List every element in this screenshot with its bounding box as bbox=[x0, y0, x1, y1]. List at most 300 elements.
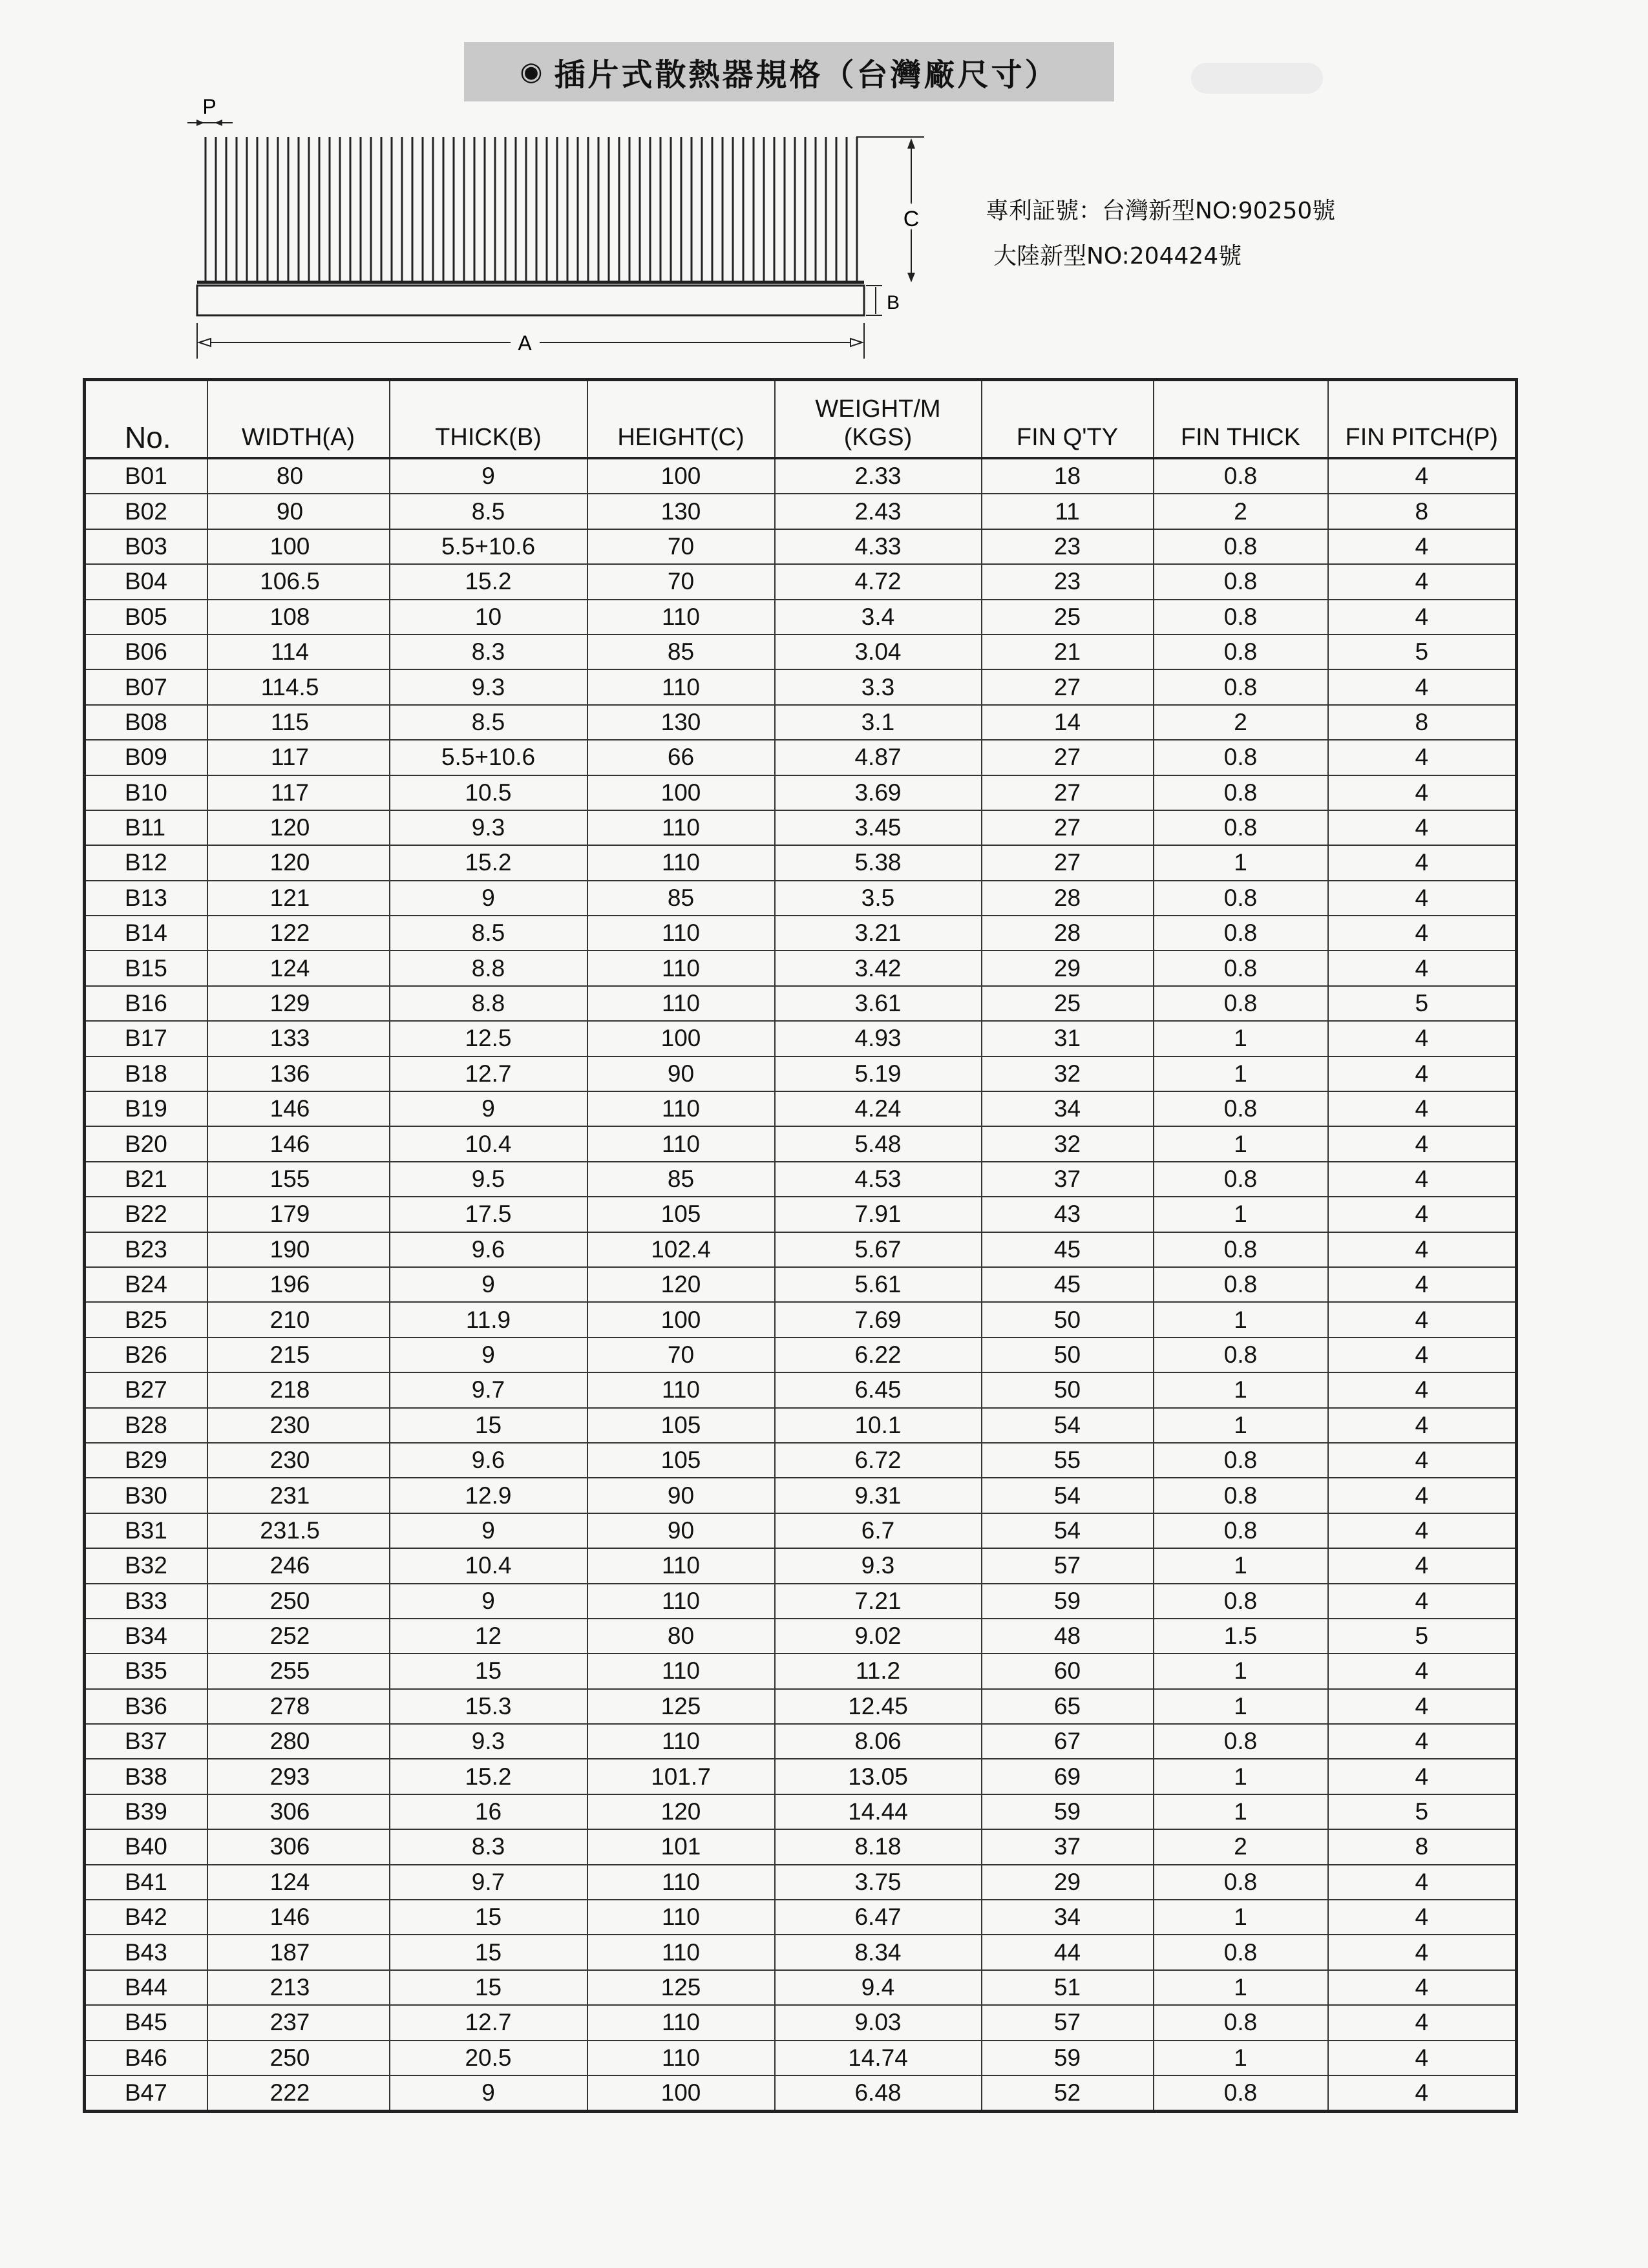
cell-fin-thick: 0.8 bbox=[1154, 1865, 1328, 1900]
cell-fin-qty: 28 bbox=[982, 916, 1154, 950]
cell-no: B27 bbox=[85, 1372, 207, 1407]
cell-fin-thick: 0.8 bbox=[1154, 810, 1328, 845]
table-row bbox=[85, 916, 1517, 950]
cell-fin-qty: 54 bbox=[982, 1408, 1154, 1443]
cell-weight: 13.05 bbox=[775, 1759, 982, 1794]
cell-no: B31 bbox=[85, 1513, 207, 1548]
cell-fin-qty: 59 bbox=[982, 2041, 1154, 2075]
table-row bbox=[85, 986, 1517, 1021]
cell-thick: 15 bbox=[390, 1900, 587, 1935]
a-label: A bbox=[518, 331, 532, 355]
cell-fin-thick: 1 bbox=[1154, 1970, 1328, 2005]
cell-fin-qty: 54 bbox=[982, 1478, 1154, 1513]
cell-weight: 3.61 bbox=[775, 986, 982, 1021]
cell-height: 70 bbox=[587, 1338, 775, 1372]
table-row bbox=[85, 1689, 1517, 1724]
cell-fin-pitch: 4 bbox=[1328, 775, 1517, 810]
cell-height: 130 bbox=[587, 705, 775, 740]
cell-thick: 9 bbox=[390, 1091, 587, 1126]
col-header-weight-line2: (KGS) bbox=[843, 424, 913, 451]
cell-height: 100 bbox=[587, 458, 775, 494]
cell-no: B32 bbox=[85, 1548, 207, 1583]
cell-fin-thick: 1 bbox=[1154, 1021, 1328, 1056]
heatsink-base bbox=[197, 286, 864, 315]
cell-height: 110 bbox=[587, 1091, 775, 1126]
cell-fin-pitch: 5 bbox=[1328, 986, 1517, 1021]
cell-weight: 6.72 bbox=[775, 1443, 982, 1478]
cell-fin-qty: 21 bbox=[982, 635, 1154, 669]
cell-fin-thick: 1 bbox=[1154, 2041, 1328, 2075]
cell-weight: 4.93 bbox=[775, 1021, 982, 1056]
cell-weight: 4.24 bbox=[775, 1091, 982, 1126]
cell-width: 106.5 bbox=[207, 564, 390, 599]
a-arrow-right-icon bbox=[850, 339, 862, 346]
cell-no: B42 bbox=[85, 1900, 207, 1935]
cell-fin-pitch: 8 bbox=[1328, 494, 1517, 529]
cell-fin-pitch: 4 bbox=[1328, 1232, 1517, 1267]
col-header-weight-line1: WEIGHT/M bbox=[815, 395, 941, 423]
cell-fin-qty: 27 bbox=[982, 810, 1154, 845]
cell-no: B37 bbox=[85, 1724, 207, 1759]
cell-thick: 15.2 bbox=[390, 845, 587, 880]
table-row bbox=[85, 1091, 1517, 1126]
cell-width: 231.5 bbox=[207, 1513, 390, 1548]
cell-width: 146 bbox=[207, 1900, 390, 1935]
cell-fin-qty: 43 bbox=[982, 1197, 1154, 1232]
cell-height: 120 bbox=[587, 1794, 775, 1829]
cell-fin-pitch: 4 bbox=[1328, 1162, 1517, 1197]
cell-fin-thick: 0.8 bbox=[1154, 529, 1328, 564]
table-row bbox=[85, 1900, 1517, 1935]
cell-fin-pitch: 4 bbox=[1328, 950, 1517, 985]
table-row bbox=[85, 600, 1517, 635]
cell-fin-thick: 0.8 bbox=[1154, 775, 1328, 810]
cell-weight: 9.02 bbox=[775, 1619, 982, 1654]
cell-fin-thick: 0.8 bbox=[1154, 1584, 1328, 1619]
cell-fin-qty: 48 bbox=[982, 1619, 1154, 1654]
cell-no: B36 bbox=[85, 1689, 207, 1724]
cell-fin-pitch: 4 bbox=[1328, 1408, 1517, 1443]
cell-no: B18 bbox=[85, 1056, 207, 1091]
cell-no: B40 bbox=[85, 1829, 207, 1864]
cell-no: B41 bbox=[85, 1865, 207, 1900]
cell-thick: 12.7 bbox=[390, 1056, 587, 1091]
cell-fin-thick: 0.8 bbox=[1154, 635, 1328, 669]
cell-fin-qty: 31 bbox=[982, 1021, 1154, 1056]
cell-thick: 16 bbox=[390, 1794, 587, 1829]
cell-width: 210 bbox=[207, 1302, 390, 1337]
cell-height: 110 bbox=[587, 986, 775, 1021]
cell-weight: 6.45 bbox=[775, 1372, 982, 1407]
table-row bbox=[85, 740, 1517, 775]
cell-fin-pitch: 4 bbox=[1328, 1689, 1517, 1724]
cell-no: B26 bbox=[85, 1338, 207, 1372]
cell-fin-pitch: 4 bbox=[1328, 2005, 1517, 2040]
cell-fin-qty: 37 bbox=[982, 1829, 1154, 1864]
table-row bbox=[85, 1302, 1517, 1337]
cell-weight: 3.3 bbox=[775, 669, 982, 704]
cell-no: B24 bbox=[85, 1267, 207, 1302]
cell-fin-thick: 2 bbox=[1154, 1829, 1328, 1864]
cell-fin-qty: 65 bbox=[982, 1689, 1154, 1724]
col-header-no: No. bbox=[85, 380, 207, 459]
col-header-fin-qty: FIN Q'TY bbox=[982, 380, 1154, 459]
cell-thick: 9.7 bbox=[390, 1372, 587, 1407]
cell-width: 122 bbox=[207, 916, 390, 950]
cell-fin-thick: 0.8 bbox=[1154, 881, 1328, 916]
cell-no: B16 bbox=[85, 986, 207, 1021]
cell-weight: 4.33 bbox=[775, 529, 982, 564]
cell-weight: 3.1 bbox=[775, 705, 982, 740]
cell-width: 237 bbox=[207, 2005, 390, 2040]
p-label: P bbox=[202, 97, 217, 118]
cell-height: 110 bbox=[587, 669, 775, 704]
cell-no: B13 bbox=[85, 881, 207, 916]
cell-thick: 8.3 bbox=[390, 635, 587, 669]
cell-fin-thick: 0.8 bbox=[1154, 1478, 1328, 1513]
cell-height: 130 bbox=[587, 494, 775, 529]
cell-fin-thick: 0.8 bbox=[1154, 1162, 1328, 1197]
cell-fin-thick: 1 bbox=[1154, 1126, 1328, 1161]
cell-no: B43 bbox=[85, 1935, 207, 1969]
cell-fin-pitch: 4 bbox=[1328, 1197, 1517, 1232]
cell-no: B35 bbox=[85, 1654, 207, 1688]
table-row bbox=[85, 1865, 1517, 1900]
cell-height: 70 bbox=[587, 564, 775, 599]
cell-fin-thick: 1 bbox=[1154, 1056, 1328, 1091]
cell-weight: 3.69 bbox=[775, 775, 982, 810]
cell-height: 102.4 bbox=[587, 1232, 775, 1267]
cell-fin-qty: 27 bbox=[982, 669, 1154, 704]
col-header-fin-pitch: FIN PITCH(P) bbox=[1328, 380, 1517, 459]
cell-height: 110 bbox=[587, 600, 775, 635]
cell-fin-pitch: 4 bbox=[1328, 600, 1517, 635]
cell-width: 278 bbox=[207, 1689, 390, 1724]
cell-width: 124 bbox=[207, 950, 390, 985]
table-row bbox=[85, 1338, 1517, 1372]
cell-fin-pitch: 4 bbox=[1328, 529, 1517, 564]
cell-height: 85 bbox=[587, 635, 775, 669]
cell-fin-pitch: 4 bbox=[1328, 916, 1517, 950]
cell-fin-pitch: 4 bbox=[1328, 1865, 1517, 1900]
cell-fin-qty: 23 bbox=[982, 529, 1154, 564]
cell-width: 222 bbox=[207, 2075, 390, 2112]
cell-height: 90 bbox=[587, 1056, 775, 1091]
cell-weight: 10.1 bbox=[775, 1408, 982, 1443]
heatsink-fins bbox=[206, 137, 857, 282]
cell-weight: 8.34 bbox=[775, 1935, 982, 1969]
cell-thick: 12.5 bbox=[390, 1021, 587, 1056]
cell-fin-thick: 0.8 bbox=[1154, 1724, 1328, 1759]
cell-weight: 6.48 bbox=[775, 2075, 982, 2112]
cell-fin-qty: 51 bbox=[982, 1970, 1154, 2005]
cell-height: 110 bbox=[587, 1654, 775, 1688]
cell-width: 218 bbox=[207, 1372, 390, 1407]
cell-weight: 7.21 bbox=[775, 1584, 982, 1619]
cell-no: B09 bbox=[85, 740, 207, 775]
cell-height: 125 bbox=[587, 1970, 775, 2005]
cell-fin-pitch: 4 bbox=[1328, 1443, 1517, 1478]
table-row bbox=[85, 1619, 1517, 1654]
cell-thick: 9.6 bbox=[390, 1232, 587, 1267]
cell-fin-qty: 45 bbox=[982, 1267, 1154, 1302]
cell-no: B28 bbox=[85, 1408, 207, 1443]
heatsink-spec-table bbox=[83, 378, 1518, 2113]
c-arrow-up-icon bbox=[907, 138, 915, 149]
cell-no: B23 bbox=[85, 1232, 207, 1267]
cell-width: 121 bbox=[207, 881, 390, 916]
cell-fin-pitch: 4 bbox=[1328, 2075, 1517, 2112]
cell-thick: 9 bbox=[390, 1338, 587, 1372]
table-row bbox=[85, 1513, 1517, 1548]
table-row bbox=[85, 1829, 1517, 1864]
cell-thick: 17.5 bbox=[390, 1197, 587, 1232]
cell-no: B45 bbox=[85, 2005, 207, 2040]
cell-width: 246 bbox=[207, 1548, 390, 1583]
cell-no: B03 bbox=[85, 529, 207, 564]
table-row bbox=[85, 635, 1517, 669]
cell-width: 293 bbox=[207, 1759, 390, 1794]
cell-fin-thick: 0.8 bbox=[1154, 1443, 1328, 1478]
cell-fin-pitch: 4 bbox=[1328, 810, 1517, 845]
cell-fin-thick: 1 bbox=[1154, 1654, 1328, 1688]
cell-thick: 12.7 bbox=[390, 2005, 587, 2040]
table-row bbox=[85, 494, 1517, 529]
cell-width: 133 bbox=[207, 1021, 390, 1056]
table-row bbox=[85, 1197, 1517, 1232]
cell-fin-pitch: 4 bbox=[1328, 1970, 1517, 2005]
cell-fin-pitch: 4 bbox=[1328, 1091, 1517, 1126]
table-row bbox=[85, 1654, 1517, 1688]
table-row bbox=[85, 2075, 1517, 2112]
cell-no: B15 bbox=[85, 950, 207, 985]
cell-no: B01 bbox=[85, 458, 207, 494]
cell-weight: 6.22 bbox=[775, 1338, 982, 1372]
cell-fin-pitch: 4 bbox=[1328, 1900, 1517, 1935]
cell-fin-thick: 0.8 bbox=[1154, 950, 1328, 985]
p-arrow-right-icon bbox=[215, 120, 222, 126]
cell-width: 255 bbox=[207, 1654, 390, 1688]
cell-fin-thick: 0.8 bbox=[1154, 600, 1328, 635]
cell-thick: 12 bbox=[390, 1619, 587, 1654]
cell-fin-qty: 32 bbox=[982, 1056, 1154, 1091]
cell-fin-qty: 60 bbox=[982, 1654, 1154, 1688]
cell-fin-pitch: 4 bbox=[1328, 669, 1517, 704]
table-row bbox=[85, 1232, 1517, 1267]
cell-no: B39 bbox=[85, 1794, 207, 1829]
table-row bbox=[85, 1584, 1517, 1619]
cell-thick: 8.3 bbox=[390, 1829, 587, 1864]
cell-thick: 8.5 bbox=[390, 494, 587, 529]
cell-no: B05 bbox=[85, 600, 207, 635]
cell-thick: 5.5+10.6 bbox=[390, 740, 587, 775]
cell-fin-thick: 1 bbox=[1154, 1197, 1328, 1232]
cell-fin-pitch: 5 bbox=[1328, 1794, 1517, 1829]
cell-width: 187 bbox=[207, 1935, 390, 1969]
cell-height: 110 bbox=[587, 2041, 775, 2075]
cell-width: 280 bbox=[207, 1724, 390, 1759]
cell-thick: 10.4 bbox=[390, 1126, 587, 1161]
cell-thick: 9 bbox=[390, 881, 587, 916]
table-row bbox=[85, 529, 1517, 564]
cell-thick: 9.3 bbox=[390, 810, 587, 845]
cell-width: 129 bbox=[207, 986, 390, 1021]
cell-width: 117 bbox=[207, 775, 390, 810]
cell-width: 146 bbox=[207, 1126, 390, 1161]
cell-weight: 5.67 bbox=[775, 1232, 982, 1267]
cell-fin-thick: 1 bbox=[1154, 1794, 1328, 1829]
cell-fin-qty: 18 bbox=[982, 458, 1154, 494]
table-row bbox=[85, 1162, 1517, 1197]
cell-thick: 9 bbox=[390, 458, 587, 494]
patent-line-mainland: 大陸新型NO:204424號 bbox=[993, 243, 1242, 269]
cell-weight: 3.5 bbox=[775, 881, 982, 916]
cell-thick: 8.5 bbox=[390, 705, 587, 740]
cell-thick: 9.7 bbox=[390, 1865, 587, 1900]
cell-fin-thick: 0.8 bbox=[1154, 564, 1328, 599]
cell-fin-pitch: 4 bbox=[1328, 1724, 1517, 1759]
cell-fin-thick: 0.8 bbox=[1154, 986, 1328, 1021]
table-row bbox=[85, 1724, 1517, 1759]
cell-width: 120 bbox=[207, 810, 390, 845]
table-row bbox=[85, 564, 1517, 599]
cell-weight: 3.42 bbox=[775, 950, 982, 985]
cell-no: B02 bbox=[85, 494, 207, 529]
cell-weight: 14.74 bbox=[775, 2041, 982, 2075]
cell-height: 110 bbox=[587, 1372, 775, 1407]
b-label: B bbox=[886, 292, 900, 313]
cell-thick: 15.2 bbox=[390, 1759, 587, 1794]
cell-height: 90 bbox=[587, 1478, 775, 1513]
cell-width: 196 bbox=[207, 1267, 390, 1302]
cell-fin-qty: 50 bbox=[982, 1338, 1154, 1372]
cell-fin-qty: 59 bbox=[982, 1584, 1154, 1619]
cell-thick: 10 bbox=[390, 600, 587, 635]
col-header-width: WIDTH(A) bbox=[207, 380, 390, 459]
cell-no: B38 bbox=[85, 1759, 207, 1794]
table-row bbox=[85, 1267, 1517, 1302]
cell-fin-qty: 69 bbox=[982, 1759, 1154, 1794]
cell-height: 100 bbox=[587, 1021, 775, 1056]
cell-height: 105 bbox=[587, 1408, 775, 1443]
table-row bbox=[85, 458, 1517, 494]
cell-weight: 4.87 bbox=[775, 740, 982, 775]
cell-width: 215 bbox=[207, 1338, 390, 1372]
cell-no: B07 bbox=[85, 669, 207, 704]
col-header-thick: THICK(B) bbox=[390, 380, 587, 459]
table-row bbox=[85, 669, 1517, 704]
cell-width: 250 bbox=[207, 2041, 390, 2075]
cell-fin-pitch: 5 bbox=[1328, 635, 1517, 669]
cell-height: 101.7 bbox=[587, 1759, 775, 1794]
cell-no: B14 bbox=[85, 916, 207, 950]
cell-height: 110 bbox=[587, 810, 775, 845]
cell-fin-qty: 45 bbox=[982, 1232, 1154, 1267]
cell-width: 230 bbox=[207, 1408, 390, 1443]
cell-fin-pitch: 5 bbox=[1328, 1619, 1517, 1654]
cell-fin-thick: 0.8 bbox=[1154, 1091, 1328, 1126]
table-row bbox=[85, 1478, 1517, 1513]
cell-fin-qty: 37 bbox=[982, 1162, 1154, 1197]
cell-height: 101 bbox=[587, 1829, 775, 1864]
cell-width: 124 bbox=[207, 1865, 390, 1900]
cell-fin-pitch: 4 bbox=[1328, 564, 1517, 599]
table-row bbox=[85, 810, 1517, 845]
cell-no: B20 bbox=[85, 1126, 207, 1161]
col-header-weight bbox=[775, 380, 982, 459]
title-banner bbox=[464, 42, 1114, 101]
table-row bbox=[85, 2041, 1517, 2075]
cell-fin-pitch: 4 bbox=[1328, 740, 1517, 775]
cell-fin-qty: 44 bbox=[982, 1935, 1154, 1969]
cell-weight: 3.04 bbox=[775, 635, 982, 669]
cell-fin-qty: 50 bbox=[982, 1372, 1154, 1407]
cell-thick: 8.5 bbox=[390, 916, 587, 950]
c-label: C bbox=[903, 207, 920, 231]
cell-thick: 9 bbox=[390, 2075, 587, 2112]
cell-height: 85 bbox=[587, 1162, 775, 1197]
cell-thick: 9.3 bbox=[390, 1724, 587, 1759]
cell-thick: 15 bbox=[390, 1970, 587, 2005]
cell-fin-qty: 25 bbox=[982, 600, 1154, 635]
cell-fin-pitch: 4 bbox=[1328, 1302, 1517, 1337]
cell-height: 120 bbox=[587, 1267, 775, 1302]
cell-weight: 9.03 bbox=[775, 2005, 982, 2040]
cell-weight: 7.69 bbox=[775, 1302, 982, 1337]
cell-width: 306 bbox=[207, 1829, 390, 1864]
cell-no: B29 bbox=[85, 1443, 207, 1478]
cell-fin-thick: 0.8 bbox=[1154, 2005, 1328, 2040]
table-row bbox=[85, 775, 1517, 810]
cell-height: 110 bbox=[587, 845, 775, 880]
cell-thick: 15 bbox=[390, 1654, 587, 1688]
cell-width: 231 bbox=[207, 1478, 390, 1513]
cell-no: B46 bbox=[85, 2041, 207, 2075]
cell-weight: 8.18 bbox=[775, 1829, 982, 1864]
cell-width: 80 bbox=[207, 458, 390, 494]
cell-no: B08 bbox=[85, 705, 207, 740]
cell-height: 85 bbox=[587, 881, 775, 916]
cell-fin-thick: 1 bbox=[1154, 1900, 1328, 1935]
cell-fin-thick: 0.8 bbox=[1154, 740, 1328, 775]
cell-weight: 5.61 bbox=[775, 1267, 982, 1302]
cell-width: 230 bbox=[207, 1443, 390, 1478]
blurred-label bbox=[1191, 63, 1323, 94]
table-row bbox=[85, 1443, 1517, 1478]
cell-thick: 15.2 bbox=[390, 564, 587, 599]
cell-width: 155 bbox=[207, 1162, 390, 1197]
cell-height: 110 bbox=[587, 1865, 775, 1900]
cell-height: 110 bbox=[587, 950, 775, 985]
cell-fin-thick: 0.8 bbox=[1154, 916, 1328, 950]
cell-height: 105 bbox=[587, 1197, 775, 1232]
cell-fin-thick: 0.8 bbox=[1154, 458, 1328, 494]
cell-fin-pitch: 4 bbox=[1328, 1267, 1517, 1302]
cell-height: 66 bbox=[587, 740, 775, 775]
cell-width: 179 bbox=[207, 1197, 390, 1232]
cell-height: 100 bbox=[587, 2075, 775, 2112]
cell-weight: 7.91 bbox=[775, 1197, 982, 1232]
cell-no: B33 bbox=[85, 1584, 207, 1619]
cell-fin-pitch: 4 bbox=[1328, 1478, 1517, 1513]
cell-fin-thick: 1 bbox=[1154, 1759, 1328, 1794]
cell-weight: 6.7 bbox=[775, 1513, 982, 1548]
cell-fin-qty: 27 bbox=[982, 775, 1154, 810]
table-row bbox=[85, 1759, 1517, 1794]
p-arrow-left-icon bbox=[196, 120, 204, 126]
cell-thick: 15.3 bbox=[390, 1689, 587, 1724]
cell-thick: 9.5 bbox=[390, 1162, 587, 1197]
